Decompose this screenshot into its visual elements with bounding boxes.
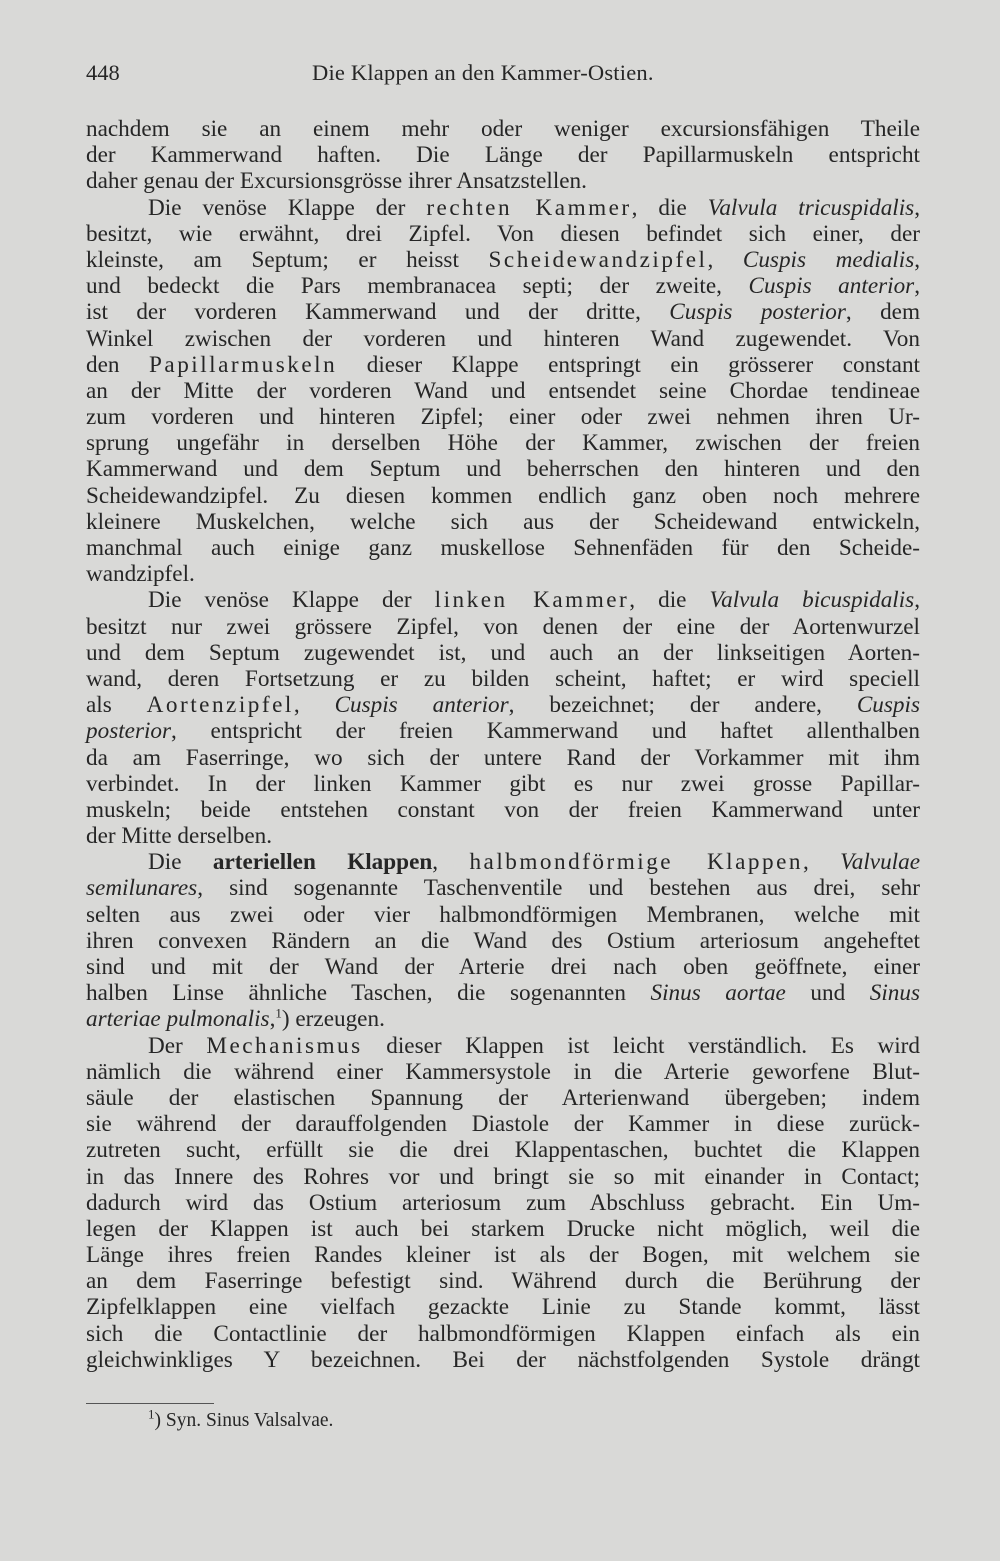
- text-line: an dem Faserringe befestigt sind. Während durch die Berührung der: [86, 1268, 920, 1295]
- text-line: Kammerwand und dem Septum und beherrschen den hinteren und den: [86, 456, 920, 483]
- text-line: ist der vorderen Kammerwand und der dritte, Cuspis posterior, dem: [86, 299, 921, 326]
- text-line: in das Innere des Rohres vor und bringt sie so mit einander in Contact;: [86, 1163, 920, 1190]
- spaced-term: Mechanismus: [206, 1032, 363, 1059]
- text-line: besitzt, wie erwähnt, drei Zipfel. Von diesen befindet sich einer, der: [86, 220, 920, 247]
- latin-term: Valvulae: [840, 849, 921, 876]
- text-line: daher genau der Excursionsgrösse ihrer Ansatzstellen.: [86, 168, 587, 195]
- page-number: 448: [86, 60, 120, 85]
- spaced-term: Scheidewandzipfel: [488, 246, 708, 273]
- latin-term: Cuspis medialis: [742, 246, 915, 273]
- text-line: Der Mechanismus dieser Klappen ist leicht verständlich. Es wird: [148, 1032, 920, 1059]
- text-line: selten aus zwei oder vier halbmondförmigen Membranen, welche mit: [86, 901, 920, 928]
- text-line: posterior, entspricht der freien Kammerwand und haftet allenthalben: [86, 718, 920, 745]
- latin-term: semilunares: [86, 875, 198, 902]
- text-line: zutreten sucht, erfüllt sie die drei Klappentaschen, buchtet die Klappen: [86, 1137, 920, 1164]
- text-line: dadurch wird das Ostium arteriosum zum Abschluss gebracht. Ein Um-: [86, 1189, 920, 1216]
- text-line: und dem Septum zugewendet ist, und auch an der linkseitigen Aorten-: [86, 639, 920, 666]
- text-line: wandzipfel.: [86, 561, 195, 588]
- text-line: sie während der darauffolgenden Diastole der Kammer in diese zurück-: [86, 1111, 920, 1138]
- footnote-rule: [86, 1403, 214, 1404]
- text-line: semilunares, sind sogenannte Taschenventile und bestehen aus drei, sehr: [86, 875, 920, 902]
- spaced-term: Papillarmuskeln: [149, 351, 338, 378]
- text-line: der Mitte derselben.: [86, 823, 273, 850]
- text-line: Die venöse Klappe der linken Kammer, die Valvula bicuspidalis,: [148, 587, 920, 614]
- text-line: zum vorderen und hinteren Zipfel; einer oder zwei nehmen ihren Ur-: [86, 404, 920, 431]
- bold-term: arteriellen Klappen: [212, 849, 433, 876]
- text-line: Die arteriellen Klappen, halbmondförmige Klappen, Valvulae: [148, 849, 921, 876]
- spaced-term: halbmondförmige Klappen: [469, 849, 803, 876]
- text-line: Länge ihres freien Randes kleiner ist als der Bogen, mit welchem sie: [86, 1242, 920, 1269]
- text-line: als Aortenzipfel, Cuspis anterior, bezeichnet; der andere, Cuspis: [86, 692, 920, 719]
- text-line: Winkel zwischen der vorderen und hinteren Wand zugewendet. Von: [86, 325, 920, 352]
- page-header: [86, 60, 920, 94]
- body-text: [86, 116, 920, 1373]
- footnote-ref: 1: [275, 1005, 282, 1021]
- spaced-term: Aortenzipfel: [146, 692, 294, 719]
- text-line: nachdem sie an einem mehr oder weniger excursionsfähigen Theile: [86, 116, 920, 142]
- latin-term: Sinus: [869, 980, 920, 1007]
- text-line: kleinste, am Septum; er heisst Scheidewandzipfel, Cuspis medialis,: [86, 246, 921, 273]
- latin-term: Cuspis posterior: [669, 299, 846, 326]
- text-line: gleichwinkliges Y bezeichnen. Bei der nächstfolgenden Systole drängt: [86, 1346, 920, 1373]
- running-head: Die Klappen an den Kammer-Ostien.: [312, 60, 654, 85]
- footnote-text: ) Syn. Sinus Valsalvae.: [154, 1410, 334, 1431]
- text-line: Zipfelklappen eine vielfach gezackte Linie zu Stande kommt, lässt: [86, 1294, 920, 1321]
- text-line: muskeln; beide entstehen constant von der freien Kammerwand unter: [86, 796, 920, 823]
- text-line: der Kammerwand haften. Die Länge der Papillarmuskeln entspricht: [86, 142, 920, 169]
- text-line: halben Linse ähnliche Taschen, die sogenannten Sinus aortae und Sinus: [86, 980, 920, 1007]
- text-line: sprung ungefähr in derselben Höhe der Kammer, zwischen der freien: [86, 430, 920, 457]
- latin-term: Cuspis anterior: [748, 273, 915, 300]
- text-line: da am Faserringe, wo sich der untere Rand der Vorkammer mit ihm: [86, 744, 920, 771]
- latin-term: Cuspis: [856, 692, 920, 719]
- footnote: [148, 1406, 334, 1432]
- text-line: sich die Contactlinie der halbmondförmigen Klappen einfach als ein: [86, 1320, 920, 1347]
- latin-term: posterior: [86, 718, 172, 745]
- text-line: den Papillarmuskeln dieser Klappe entspringt ein grösserer constant: [86, 351, 920, 378]
- text-line: Scheidewandzipfel. Zu diesen kommen endlich ganz oben noch mehrere: [86, 482, 920, 509]
- text-line: arteriae pulmonalis,$^1$) erzeugen.: [86, 1005, 385, 1033]
- spaced-term: linken Kammer: [434, 587, 630, 614]
- text-line: legen der Klappen ist auch bei starkem Drucke nicht möglich, weil die: [86, 1215, 920, 1242]
- latin-term: Valvula bicuspidalis: [709, 587, 915, 614]
- text-line: nämlich die während einer Kammersystole in die Arterie geworfene Blut-: [86, 1058, 920, 1085]
- text-line: besitzt nur zwei grössere Zipfel, von denen der eine der Aortenwurzel: [86, 613, 920, 640]
- latin-term: arteriae pulmonalis: [86, 1006, 270, 1033]
- latin-term: Sinus aortae: [650, 980, 786, 1007]
- footnote-marker: 1: [148, 1406, 155, 1422]
- text-line: manchmal auch einige ganz muskellose Sehnenfäden für den Scheide-: [86, 535, 920, 561]
- text-line: wand, deren Fortsetzung er zu bilden scheint, haftet; er wird speciell: [86, 665, 920, 692]
- text-line: säule der elastischen Spannung der Arterienwand übergeben; indem: [86, 1084, 920, 1111]
- latin-term: Cuspis anterior: [334, 692, 509, 719]
- text-line: Die venöse Klappe der rechten Kammer, die Valvula tricuspidalis,: [148, 194, 921, 221]
- text-line: und bedeckt die Pars membranacea septi; der zweite, Cuspis anterior,: [86, 273, 920, 300]
- text-line: kleinere Muskelchen, welche sich aus der Scheidewand entwickeln,: [86, 508, 920, 535]
- latin-term: Valvula tricuspidalis: [707, 194, 915, 221]
- text-line: sind und mit der Wand der Arterie drei nach oben geöffnete, einer: [86, 954, 920, 980]
- text-line: ihren convexen Rändern an die Wand des Ostium arteriosum angeheftet: [86, 927, 920, 954]
- spaced-term: rechten Kammer: [426, 194, 632, 221]
- text-line: verbindet. In der linken Kammer gibt es nur zwei grosse Papillar-: [86, 770, 920, 797]
- text-line: an der Mitte der vorderen Wand und entsendet seine Chordae tendineae: [86, 377, 920, 404]
